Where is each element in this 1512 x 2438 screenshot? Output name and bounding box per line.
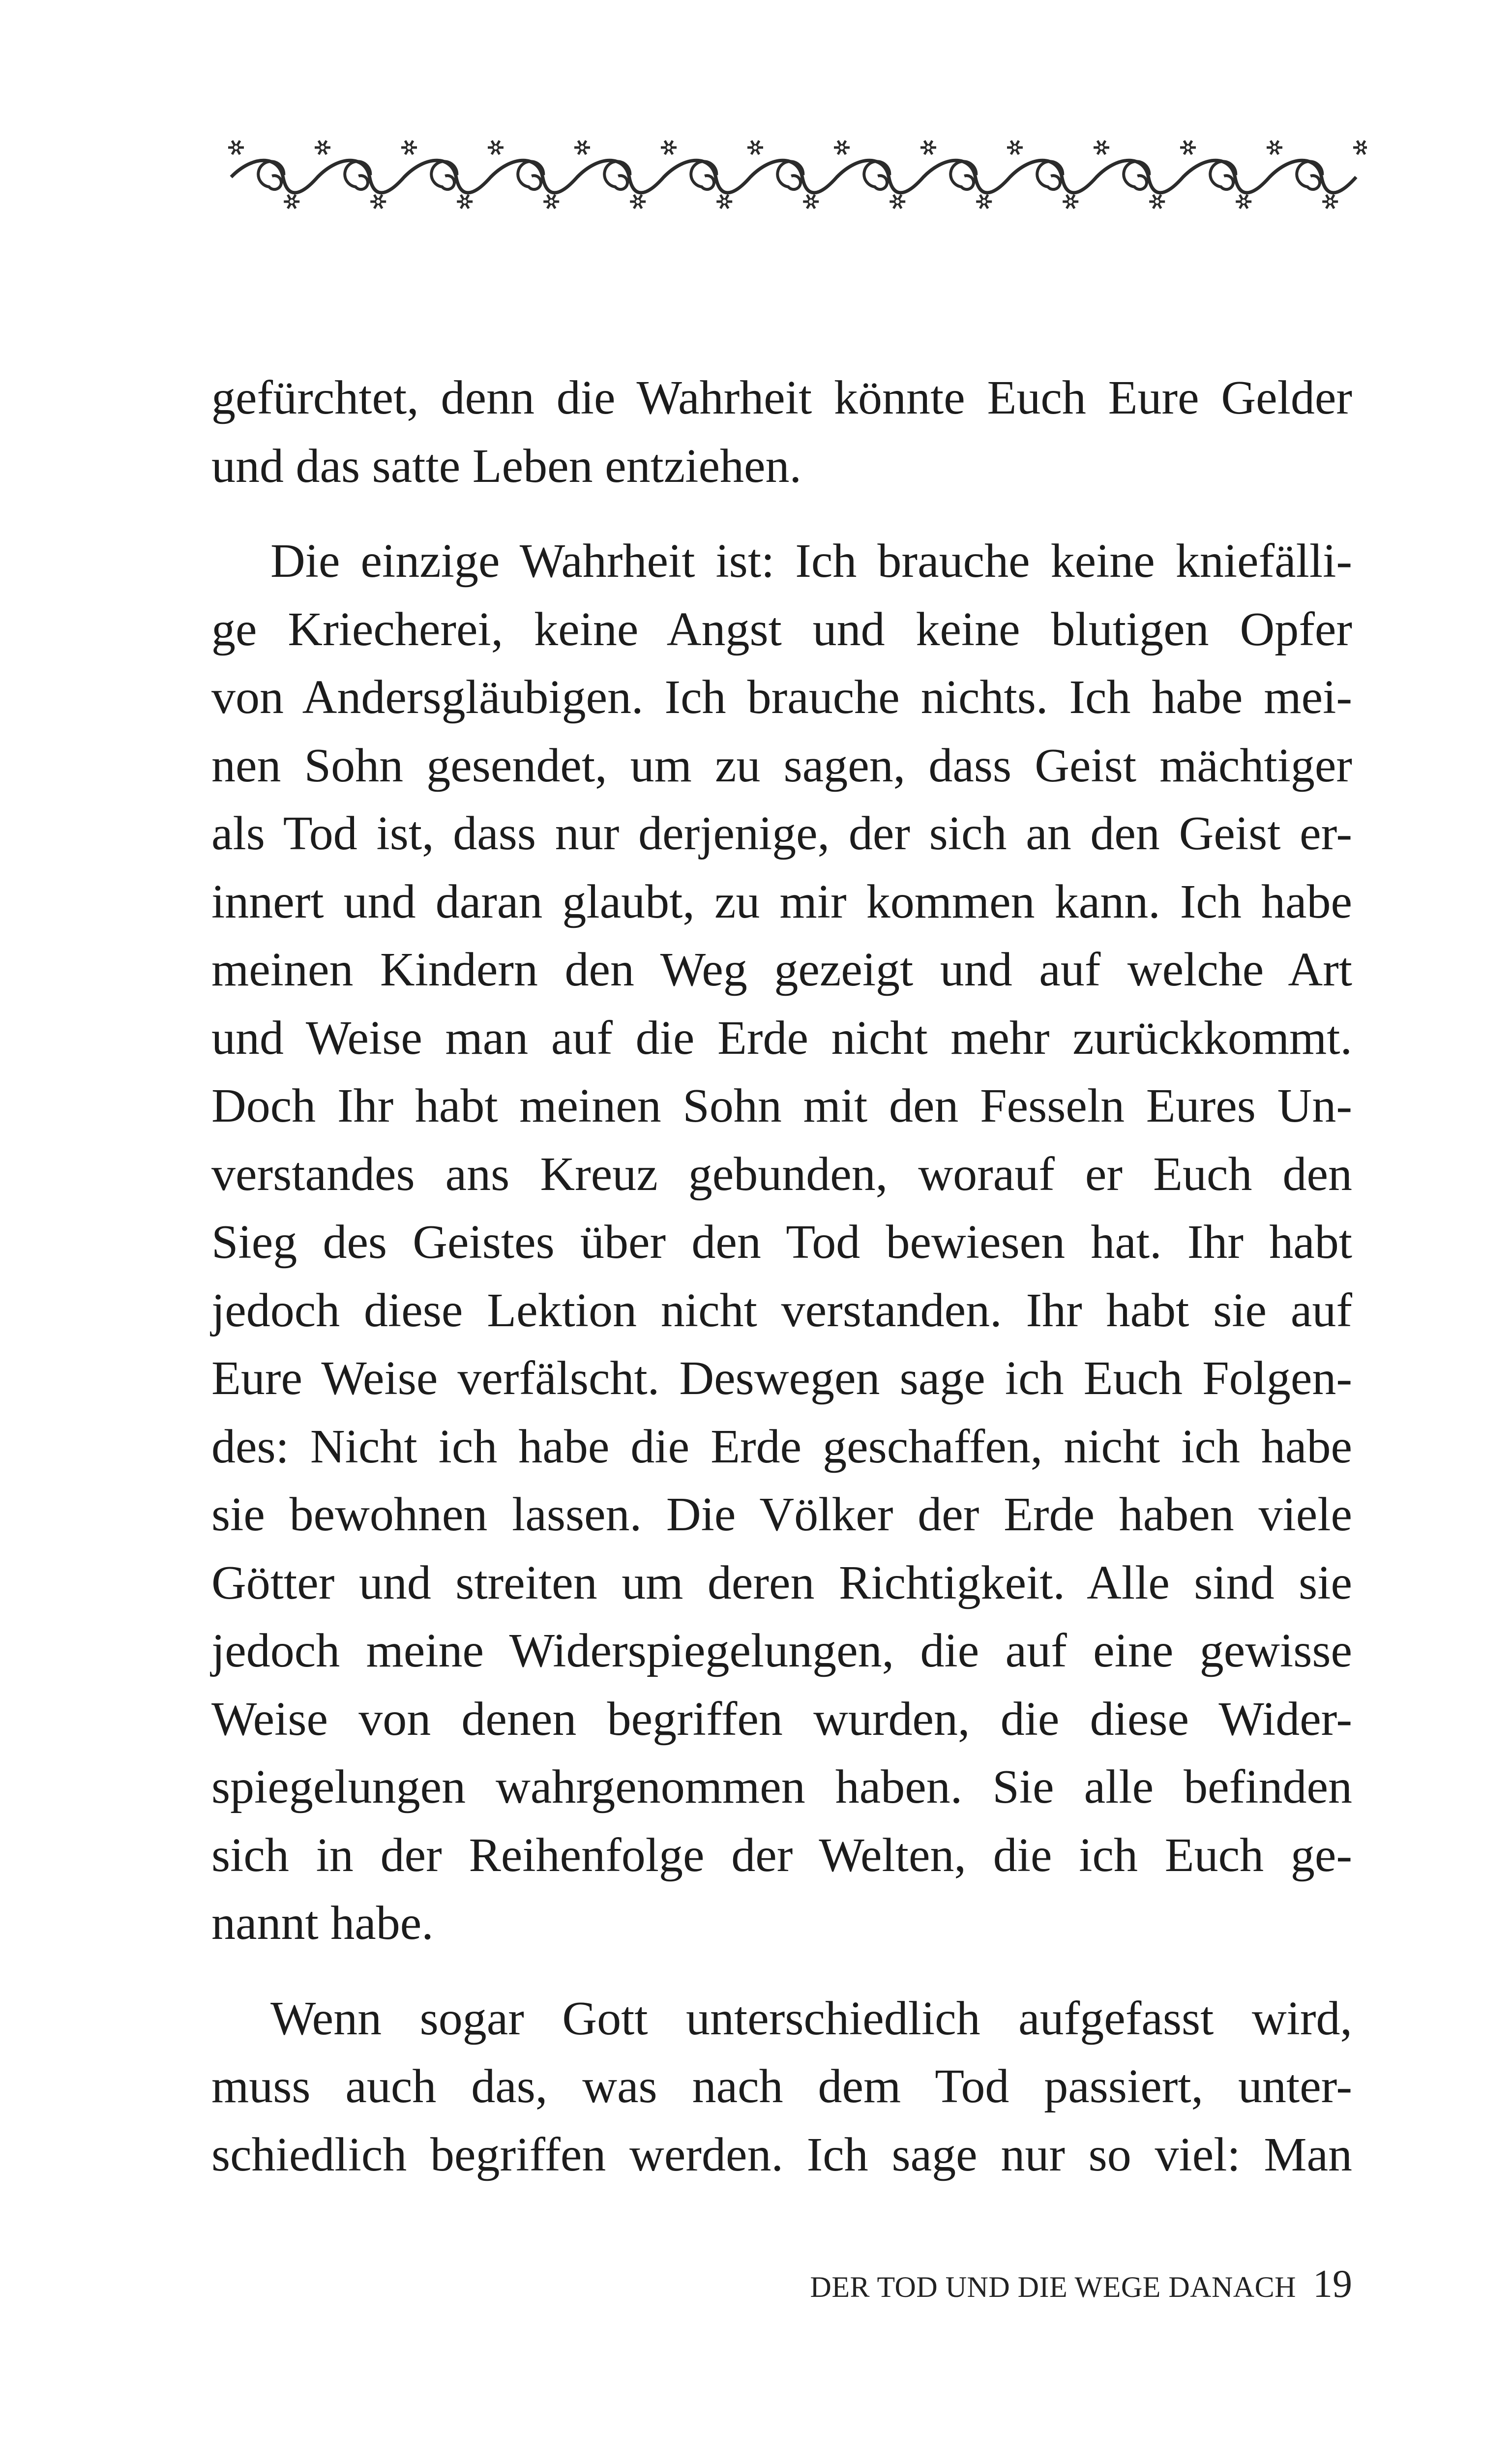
running-head: DER TOD UND DIE WEGE DANACH [810,2271,1296,2303]
text-line: ge Kriecherei, keine Angst und keine blutigen Opfer [211,602,1352,656]
page-number: 19 [1313,2262,1352,2306]
text-line: sich in der Reihenfolge der Welten, die ich Euch ge- [211,1828,1352,1882]
text-line: meinen Kindern den Weg gezeigt und auf welche Art [211,943,1352,996]
paragraph [211,1985,1352,2189]
page-footer [211,2262,1352,2316]
paragraph [211,527,1352,1958]
text-line: Eure Weise verfälscht. Deswegen sage ich Euch Folgen- [211,1352,1352,1405]
body-text [211,364,1352,2189]
star-wave-ornament-icon [211,133,1367,211]
text-line: muss auch das, was nach dem Tod passiert, unter- [211,2060,1352,2113]
text-line: von Andersgläubigen. Ich brauche nichts. Ich habe mei- [211,671,1352,724]
text-line: Wenn sogar Gott unterschiedlich aufgefasst wird, [270,1992,1352,2045]
text-line: innert und daran glaubt, zu mir kommen kann. Ich habe [211,875,1352,928]
text-line: gefürchtet, denn die Wahrheit könnte Euch Eure Gelder [211,371,1352,424]
text-line: Doch Ihr habt meinen Sohn mit den Fesseln Eures Un- [211,1079,1352,1132]
text-line: schiedlich begriffen werden. Ich sage nur so viel: Man [211,2128,1352,2181]
text-line: nannt habe. [211,1897,434,1950]
text-line: und das satte Leben entziehen. [211,439,802,493]
text-line: nen Sohn gesendet, um zu sagen, dass Geist mächtiger [211,739,1352,792]
text-line: und Weise man auf die Erde nicht mehr zurückkommt. [211,1011,1352,1065]
text-line: spiegelungen wahrgenommen haben. Sie alle befinden [211,1760,1352,1814]
text-line: jedoch diese Lektion nicht verstanden. Ihr habt sie auf [211,1283,1352,1337]
text-line: Götter und streiten um deren Richtigkeit. Alle sind sie [211,1556,1352,1609]
text-line: jedoch meine Widerspiegelungen, die auf eine gewisse [211,1624,1352,1677]
text-line: sie bewohnen lassen. Die Völker der Erde haben viele [211,1488,1352,1541]
text-line: Die einzige Wahrheit ist: Ich brauche keine kniefälli- [270,535,1352,588]
paragraph [211,364,1352,500]
text-line: des: Nicht ich habe die Erde geschaffen, nicht ich habe [211,1420,1352,1473]
text-line: Weise von denen begriffen wurden, die diese Wider- [211,1692,1352,1746]
text-line: Sieg des Geistes über den Tod bewiesen hat. Ihr habt [211,1216,1352,1269]
text-line: als Tod ist, dass nur derjenige, der sich an den Geist er- [211,807,1352,860]
text-line: verstandes ans Kreuz gebunden, worauf er Euch den [211,1147,1352,1201]
